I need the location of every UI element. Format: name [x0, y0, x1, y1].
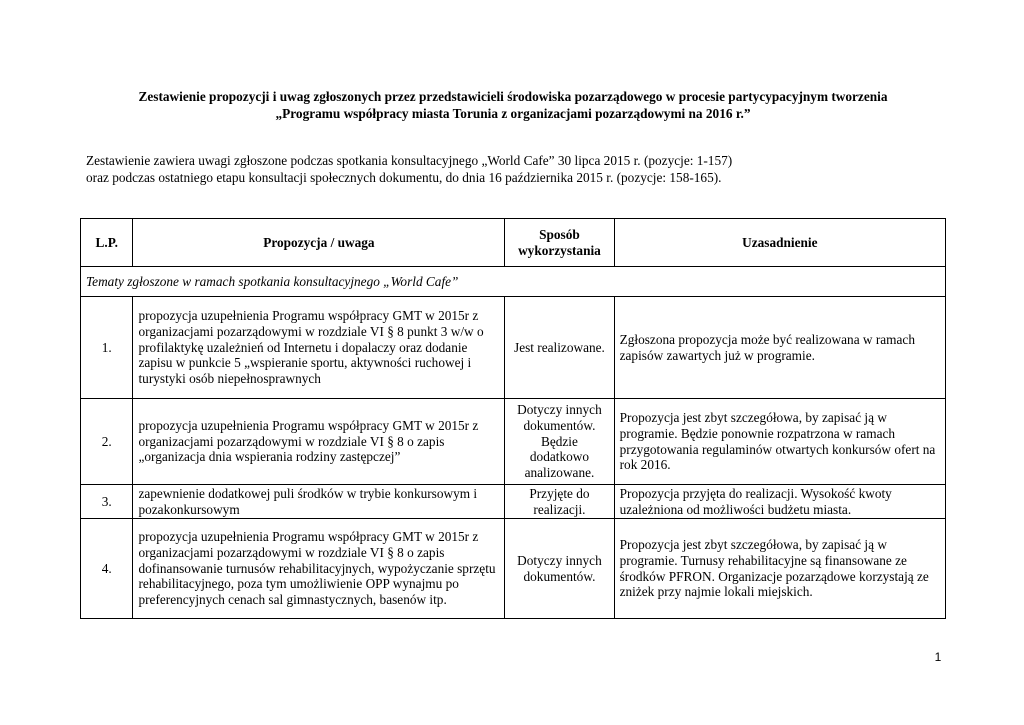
proposals-table [80, 218, 946, 619]
row-lp: 4. [81, 519, 133, 619]
section-title: Tematy zgłoszone w ramach spotkania konsultacyjnego „World Cafe” [81, 267, 946, 297]
row-proposal: propozycja uzupełnienia Programu współpracy GMT w 2015r z organizacjami pozarządowymi w rozdziale VI § 8 o zapis dofinansowanie turnusów rehabilitacyjnych, wypożyczanie sprzętu rehabilitacyjnego, poza tym umożliwienie OPP wynajmu po preferencyjnych cenach sal gimnastycznych, basenów itp. [133, 519, 505, 619]
row-justification: Propozycja przyjęta do realizacji. Wysokość kwoty uzależniona od możliwości budżetu miasta. [614, 485, 945, 519]
table-row [81, 485, 946, 519]
row-lp: 1. [81, 297, 133, 399]
row-proposal: propozycja uzupełnienia Programu współpracy GMT w 2015r z organizacjami pozarządowymi w rozdziale VI § 8 punkt 3 w/w o profilaktykę uzależnień od Internetu i dopalaczy oraz dodanie zapisu w punkcie 5 „wspieranie sportu, aktywności ruchowej i turystyki osób niepełnosprawnych [133, 297, 505, 399]
section-row [81, 267, 946, 297]
row-proposal: zapewnienie dodatkowej puli środków w trybie konkursowym i pozakonkursowym [133, 485, 505, 519]
row-usage: Przyjęte do realizacji. [505, 485, 614, 519]
row-usage: Dotyczy innych dokumentów. [505, 519, 614, 619]
row-lp: 3. [81, 485, 133, 519]
intro-line-2: oraz podczas ostatniego etapu konsultacji społecznych dokumentu, do dnia 16 października 2015 r. (pozycje: 158-165). [86, 169, 722, 185]
row-justification: Propozycja jest zbyt szczegółowa, by zapisać ją w programie. Turnusy rehabilitacyjne są finansowane ze środków PFRON. Organizacje pozarządowe korzystają ze zniżek przy najmie lokali miejskich. [614, 519, 945, 619]
table-row [81, 399, 946, 485]
header-justification: Uzasadnienie [614, 219, 945, 267]
intro-line-1: Zestawienie zawiera uwagi zgłoszone podczas spotkania konsultacyjnego „World Cafe” 30 lipca 2015 r. (pozycje: 1-157) [86, 153, 733, 168]
header-proposal: Propozycja / uwaga [133, 219, 505, 267]
row-lp: 2. [81, 399, 133, 485]
header-lp: L.P. [81, 219, 133, 267]
document-title [80, 88, 946, 122]
row-proposal: propozycja uzupełnienia Programu współpracy GMT w 2015r z organizacjami pozarządowymi w rozdziale VI § 8 o zapis „organizacja dnia wspierania rodziny zastępczej” [133, 399, 505, 485]
table-row [81, 297, 946, 399]
title-line-1: Zestawienie propozycji i uwag zgłoszonych przez przedstawicieli środowiska pozarządowego w procesie partycypacyjnym tworzenia [138, 89, 888, 104]
intro-paragraph [86, 153, 946, 186]
row-justification: Propozycja jest zbyt szczegółowa, by zapisać ją w programie. Będzie ponownie rozpatrzona w ramach przygotowania regulaminów otwartych konkursów ofert na rok 2016. [614, 399, 945, 485]
table-row [81, 519, 946, 619]
header-usage: Sposób wykorzystania [505, 219, 614, 267]
row-usage: Jest realizowane. [505, 297, 614, 399]
table-header-row [81, 219, 946, 267]
page-number: 1 [934, 650, 942, 664]
row-justification: Zgłoszona propozycja może być realizowana w ramach zapisów zawartych już w programie. [614, 297, 945, 399]
row-usage: Dotyczy innych dokumentów. Będzie dodatkowo analizowane. [505, 399, 614, 485]
title-line-2: „Programu współpracy miasta Torunia z organizacjami pozarządowymi na 2016 r.” [275, 106, 751, 121]
